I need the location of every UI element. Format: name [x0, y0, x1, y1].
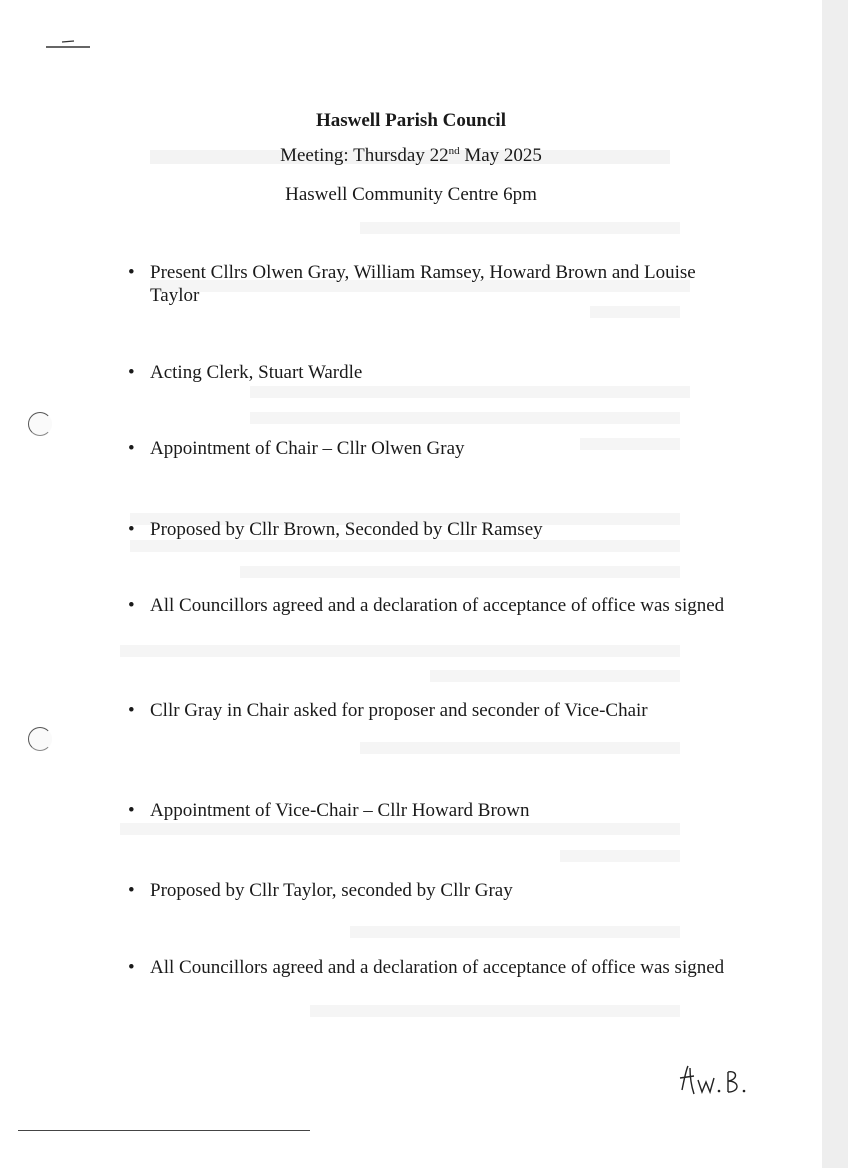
punch-hole-icon — [28, 727, 52, 751]
minutes-item-text: Cllr Gray in Chair asked for proposer and seconder of Vice-Chair — [150, 700, 648, 721]
scan-margin — [822, 0, 848, 1168]
minutes-item — [128, 594, 728, 617]
meeting-date-ordinal: nd — [448, 145, 460, 157]
minutes-item-text: Proposed by Cllr Taylor, seconded by Cllr Gray — [150, 880, 513, 901]
minutes-item — [128, 799, 728, 822]
bullet-icon: • — [128, 880, 135, 901]
punch-hole-icon — [28, 412, 52, 436]
handwritten-initials-signature — [676, 1060, 756, 1100]
bullet-icon: • — [128, 362, 135, 383]
minutes-item-text: Proposed by Cllr Brown, Seconded by Cllr Ramsey — [150, 519, 543, 540]
minutes-item-text: Present Cllrs Olwen Gray, William Ramsey, Howard Brown and Louise Taylor — [150, 262, 696, 306]
bullet-icon: • — [128, 519, 135, 540]
minutes-item — [128, 699, 728, 722]
meeting-date-suffix: May 2025 — [459, 145, 542, 166]
bullet-icon: • — [128, 595, 135, 616]
bullet-icon: • — [128, 957, 135, 978]
minutes-item-text: Acting Clerk, Stuart Wardle — [150, 362, 363, 383]
meeting-date — [0, 145, 822, 167]
minutes-item-text: All Councillors agreed and a declaration of acceptance of office was signed — [150, 595, 725, 616]
minutes-item-text: All Councillors agreed and a declaration of acceptance of office was signed — [150, 957, 725, 978]
minutes-item-text: Appointment of Vice-Chair – Cllr Howard Brown — [150, 800, 530, 821]
minutes-item — [128, 879, 728, 902]
minutes-item — [128, 518, 728, 541]
bullet-icon: • — [128, 700, 135, 721]
meeting-venue: Haswell Community Centre 6pm — [285, 184, 537, 205]
meeting-date-prefix: Meeting: Thursday 22 — [280, 145, 449, 166]
bullet-icon: • — [128, 438, 135, 459]
bullet-icon: • — [128, 262, 135, 283]
minutes-item — [128, 437, 728, 460]
council-title: Haswell Parish Council — [315, 110, 506, 131]
pen-mark-icon — [44, 38, 92, 52]
minutes-item-text: Appointment of Chair – Cllr Olwen Gray — [150, 438, 465, 459]
bullet-icon: • — [128, 800, 135, 821]
minutes-item — [128, 361, 728, 384]
minutes-item — [128, 261, 728, 307]
minutes-item — [128, 956, 728, 979]
bottom-rule — [18, 1130, 310, 1131]
